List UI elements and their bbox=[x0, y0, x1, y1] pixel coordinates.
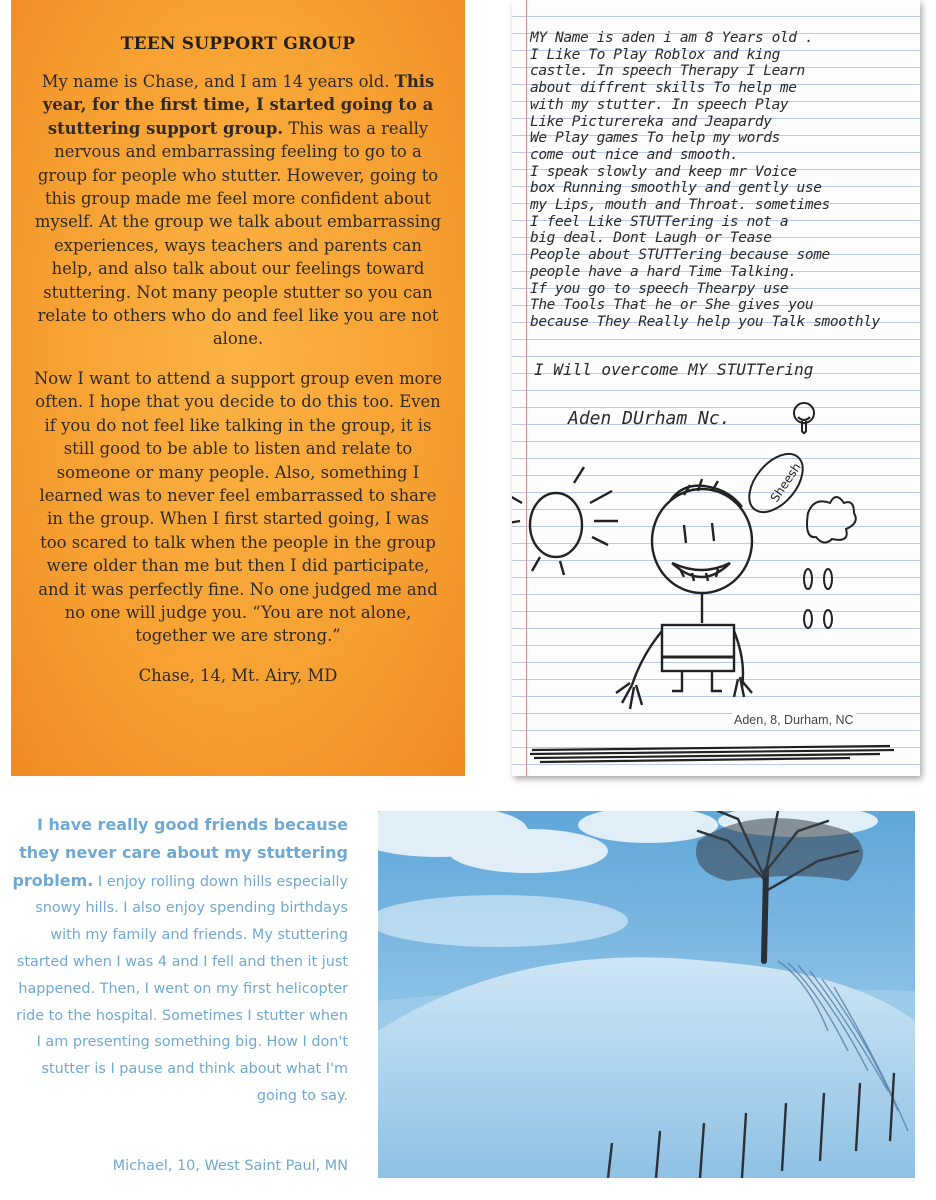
michael-bold-lead: I have really good friends because they never care about my stuttering problem. bbox=[12, 815, 348, 890]
snowy-hill bbox=[378, 957, 915, 1178]
handwritten-line: I speak slowly and keep mr Voice bbox=[530, 163, 797, 180]
handwritten-line: I feel Like STUTTering is not a bbox=[530, 213, 789, 230]
handwritten-line: box Running smoothly and gently use bbox=[530, 180, 822, 197]
handwritten-signature: Aden DUrham Nc. bbox=[568, 408, 731, 429]
handwritten-line: castle. In speech Therapy I Learn bbox=[530, 63, 805, 80]
handwritten-line: The Tools That he or She gives you bbox=[530, 297, 814, 314]
teen-p1-bold: This year, for the first time, I started going to a stuttering support group. bbox=[42, 72, 435, 138]
stick-figure-drawing bbox=[616, 479, 752, 709]
handwritten-line: people have a hard Time Talking. bbox=[530, 263, 797, 280]
handwritten-letter bbox=[530, 30, 914, 331]
overcome-line: I Will overcome MY STUTTering bbox=[534, 360, 814, 379]
handwritten-line: Like Picturereka and Jeapardy bbox=[530, 113, 772, 130]
tongue-smiley-icon bbox=[794, 403, 814, 433]
notebook-paper bbox=[512, 0, 920, 776]
teen-paragraph-2: Now I want to attend a support group even more often. I hope that you decide to do this too. Even if you do not feel like talking in the group, it is still good to be able to listen and relate to someone or many people. Also, something I learned was to never feel embarrassed to share in the group. When I first started going, I was too scared to talk when the people in the group were older than me but then I did participate, and it was perfectly fine. No one judged me and no one will judge you. “You are not alone, together we are strong.” bbox=[33, 368, 443, 646]
handwritten-line: We Play games To help my words bbox=[530, 130, 780, 147]
teen-p1-intro: My name is Chase, and I am 14 years old. bbox=[41, 72, 390, 91]
handwritten-line: I Like To Play Roblox and king bbox=[530, 46, 780, 63]
handwritten-line: my Lips, mouth and Throat. sometimes bbox=[530, 197, 830, 214]
handwritten-line: about diffrent skills To help me bbox=[530, 80, 797, 97]
child-drawing bbox=[512, 395, 920, 725]
teen-p1-body: This was a really nervous and embarrassing feeling to go to a group for people who stutter. However, going to this group made me feel more confident about myself. At the group we talk about embarrassing experiences, ways teachers and parents can help, and also talk about our feelings toward stuttering. Not many people stutter so you can relate to others who do and feel like you are not alone. bbox=[34, 118, 442, 349]
handwritten-line: MY Name is aden i am 8 Years old . bbox=[530, 30, 814, 46]
speech-bubble-drawing bbox=[739, 444, 813, 522]
michael-signature: Michael, 10, West Saint Paul, MN bbox=[112, 1158, 348, 1174]
leaf-drops-drawing bbox=[804, 497, 856, 628]
handwritten-line: come out nice and smooth. bbox=[530, 146, 739, 163]
handwritten-line: big deal. Dont Laugh or Tease bbox=[530, 230, 772, 247]
teen-title: TEEN SUPPORT GROUP bbox=[120, 34, 356, 54]
handwritten-line: with my stutter. In speech Play bbox=[530, 96, 789, 113]
handwritten-line: If you go to speech Thearpy use bbox=[530, 280, 789, 297]
handwritten-line: because They Really help you Talk smoothly bbox=[530, 313, 880, 330]
handwritten-line: People about STUTTering because some bbox=[530, 247, 830, 264]
michael-story bbox=[8, 812, 348, 1110]
aden-caption: Aden, 8, Durham, NC bbox=[734, 713, 854, 727]
teen-signature: Chase, 14, Mt. Airy, MD bbox=[138, 665, 338, 685]
ground-scribble bbox=[530, 740, 900, 768]
sun-drawing bbox=[512, 467, 618, 575]
michael-body: I enjoy rolling down hills especially snowy hills. I also enjoy spending birthdays with my family and friends. My stuttering started when I was 4 and I fell and then it just happened. Then, I went on my first helicopter ride to the hospital. Sometimes I stutter when I am presenting something big. How I don't stutter is I pause and think about what I'm going to say. bbox=[16, 873, 348, 1104]
bubble-word: Sheesh bbox=[767, 460, 804, 505]
teen-support-panel bbox=[11, 0, 465, 776]
teen-paragraph-1 bbox=[33, 70, 443, 351]
snowy-hill-painting bbox=[378, 811, 915, 1178]
